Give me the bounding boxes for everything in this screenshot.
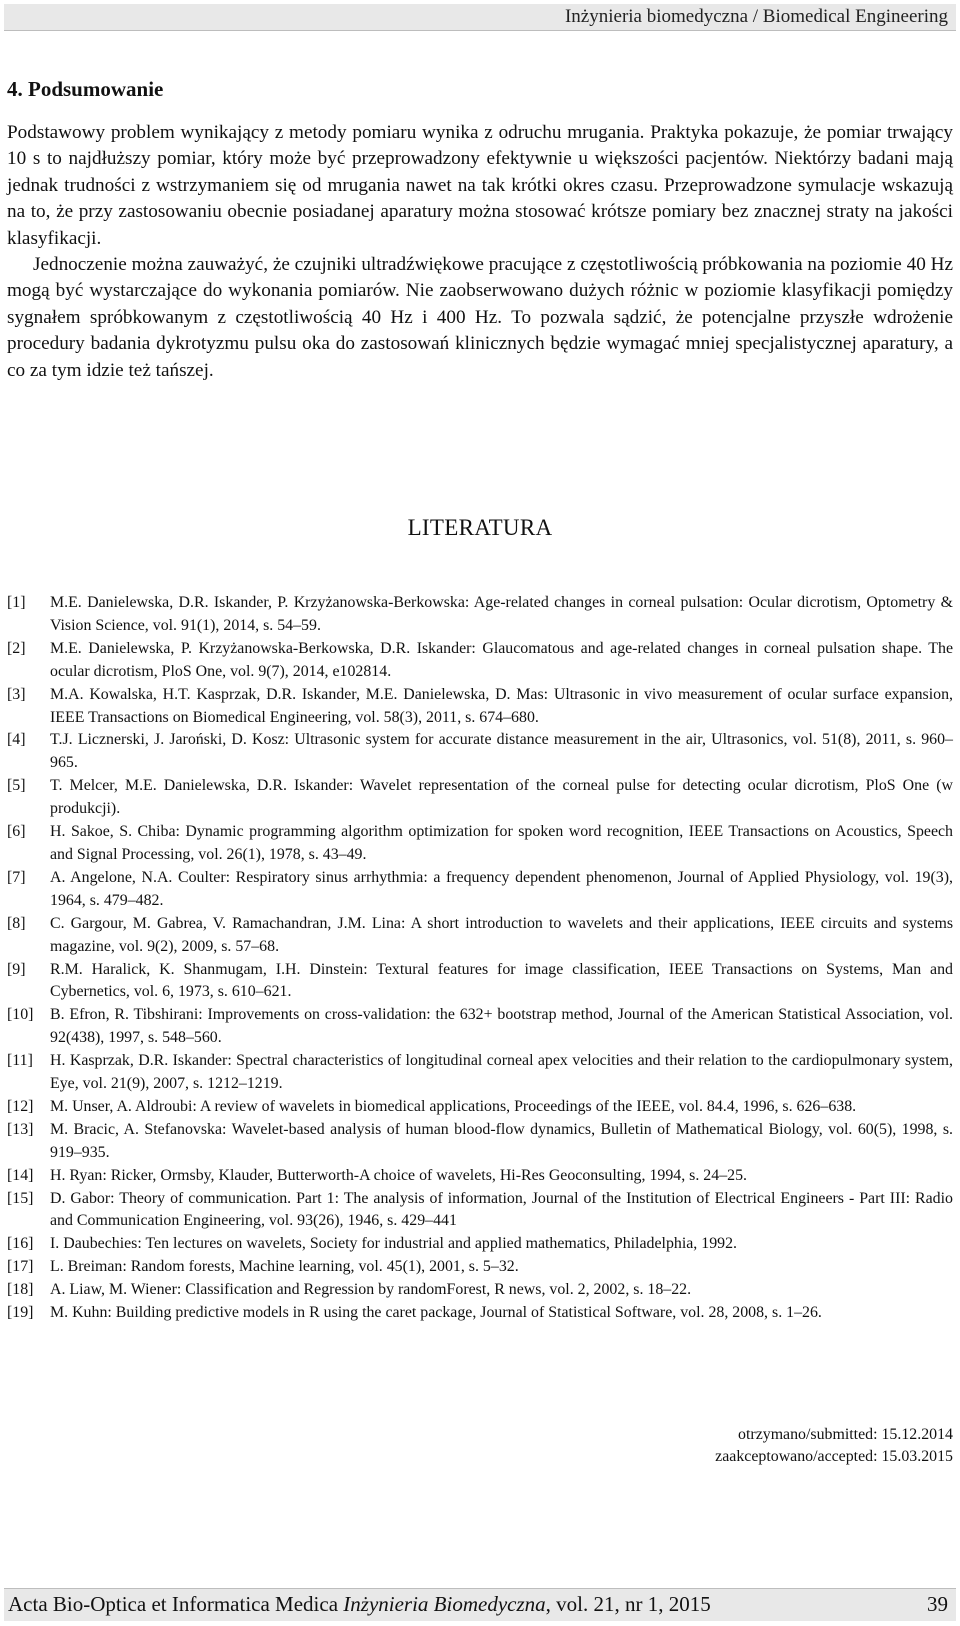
reference-number: [10] — [7, 1006, 34, 1024]
page-number: 39 — [927, 1592, 948, 1616]
reference-item — [7, 729, 953, 775]
reference-number: [4] — [7, 731, 26, 749]
reference-number: [14] — [7, 1166, 34, 1184]
summary-paragraph-2: Jednoczenie można zauważyć, że czujniki ultradźwiękowe pracujące z częstotliwością próbkowania na poziomie 40 Hz mogą być wystarczające do wykonania pomiarów. Nie zaobserwowano dużych różnic w poziomie klasyfikacji pomiędzy sygnałem spróbkowanym z częstotliwością 40 Hz i 400 Hz. To pozwala sądzić, że potencjalne przyszłe wdrożenie procedury badania dykrotyzmu pulsu oka do zastosowań klinicznych będzie wymagać mniej specjalistycznej aparatury, a co za tym idzie też tańszej. — [7, 254, 953, 381]
reference-item — [7, 1165, 953, 1188]
reference-text: L. Breiman: Random forests, Machine learning, vol. 45(1), 2001, s. 5–32. — [50, 1258, 519, 1276]
reference-number: [9] — [7, 960, 26, 978]
reference-number: [1] — [7, 594, 26, 611]
summary-paragraph-1: Podstawowy problem wynikający z metody pomiaru wynika z odruchu mrugania. Praktyka pokazuje, że pomiar trwający 10 s to najdłuższy pomiar, który może być przeprowadzony efektywnie u większości pacjentów. Niektórzy badani mają jednak trudności z wstrzymaniem się od mrugania nawet na tak krótki okres czasu. Przeprowadzone symulacje wskazują na to, że przy zastosowaniu obecnie posiadanej aparatury można stosować krótsze pomiary bez znacznej straty na jakości klasyfikacji. — [7, 122, 953, 249]
footer-journal-citation — [8, 1592, 711, 1617]
reference-number: [5] — [7, 777, 26, 795]
reference-number: [2] — [7, 639, 26, 657]
reference-number: [17] — [7, 1258, 34, 1276]
reference-text: M. Unser, A. Aldroubi: A review of wavelets in biomedical applications, Proceedings of the IEEE, vol. 84.4, 1996, s. 626–638. — [50, 1097, 857, 1115]
reference-text: R.M. Haralick, K. Shanmugam, I.H. Dinstein: Textural features for image classification, IEEE Transactions on Systems, Man and Cybernetics, vol. 6, 1973, s. 610–621. — [50, 960, 953, 1001]
reference-number: [8] — [7, 914, 26, 932]
footer-journal-volume: , vol. 21, nr 1, 2015 — [545, 1592, 711, 1616]
reference-item — [7, 684, 953, 730]
reference-number: [11] — [7, 1052, 33, 1070]
reference-number: [7] — [7, 868, 26, 886]
accepted-date: zaakceptowano/accepted: 15.03.2015 — [715, 1448, 953, 1465]
running-footer — [4, 1588, 956, 1621]
footer-journal-italic-name: Inżynieria Biomedyczna — [343, 1592, 546, 1616]
reference-item — [7, 1279, 953, 1302]
reference-text: M. Kuhn: Building predictive models in R using the caret package, Journal of Statistical Software, vol. 28, 2008, s. 1–26. — [50, 1304, 822, 1322]
reference-item — [7, 638, 953, 684]
reference-text: M.A. Kowalska, H.T. Kasprzak, D.R. Iskander, M.E. Danielewska, D. Mas: Ultrasonic in vivo measurement of ocular surface expansion, IEEE Transactions on Biomedical Engineering, vol. 58(3), 2011, s. 674–680. — [50, 685, 953, 726]
reference-number: [19] — [7, 1304, 34, 1322]
journal-header-title: Inżynieria biomedyczna / Biomedical Engineering — [564, 6, 948, 27]
reference-text: A. Angelone, N.A. Coulter: Respiratory sinus arrhythmia: a frequency dependent phenomenon, Journal of Applied Physiology, vol. 19(3), 1964, s. 479–482. — [50, 868, 953, 909]
reference-number: [18] — [7, 1281, 34, 1299]
reference-number: [12] — [7, 1097, 34, 1115]
reference-text: H. Kasprzak, D.R. Iskander: Spectral characteristics of longitudinal corneal apex velocities and their relation to the cardiopulmonary system, Eye, vol. 21(9), 2007, s. 1212–1219. — [50, 1052, 953, 1093]
reference-text: H. Ryan: Ricker, Ormsby, Klauder, Butterworth-A choice of wavelets, Hi-Res Geoconsulting, 1994, s. 24–25. — [50, 1166, 747, 1184]
reference-item — [7, 1233, 953, 1256]
reference-item — [7, 1188, 953, 1234]
reference-item — [7, 1119, 953, 1165]
footer-journal-name: Acta Bio-Optica et Informatica Medica — [8, 1592, 339, 1616]
reference-item — [7, 592, 953, 638]
reference-text: M. Bracic, A. Stefanovska: Wavelet-based analysis of human blood-flow dynamics, Bulletin of Mathematical Biology, vol. 60(5), 1998, s. 919–935. — [50, 1120, 953, 1161]
reference-item — [7, 1302, 953, 1325]
reference-number: [6] — [7, 823, 26, 841]
reference-number: [13] — [7, 1120, 34, 1138]
reference-text: A. Liaw, M. Wiener: Classification and Regression by randomForest, R news, vol. 2, 2002, s. 18–22. — [50, 1281, 692, 1299]
reference-text: D. Gabor: Theory of communication. Part 1: The analysis of information, Journal of the Institution of Electrical Engineers - Part III: Radio and Communication Engineering, vol. 93(26), 1946, s. 429–441 — [50, 1189, 953, 1230]
literature-heading: LITERATURA — [407, 515, 553, 540]
reference-text: M.E. Danielewska, D.R. Iskander, P. Krzyżanowska-Berkowska: Age-related changes in corneal pulsation: Ocular dicrotism, Optometry & Vision Science, vol. 91(1), 2014, s. 54–59. — [50, 594, 953, 634]
running-header — [4, 4, 956, 31]
submitted-date: otrzymano/submitted: 15.12.2014 — [738, 1426, 953, 1443]
reference-text: B. Efron, R. Tibshirani: Improvements on cross-validation: the 632+ bootstrap method, Journal of the American Statistical Association, vol. 92(438), 1997, s. 548–560. — [50, 1006, 953, 1047]
reference-text: H. Sakoe, S. Chiba: Dynamic programming algorithm optimization for spoken word recognition, IEEE Transactions on Acoustics, Speech and Signal Processing, vol. 26(1), 1978, s. 43–49. — [50, 823, 953, 863]
reference-text: C. Gargour, M. Gabrea, V. Ramachandran, J.M. Lina: A short introduction to wavelets and their applications, IEEE circuits and systems magazine, vol. 9(2), 2009, s. 57–68. — [50, 914, 953, 955]
reference-item — [7, 959, 953, 1005]
summary-body — [7, 120, 953, 384]
reference-text: I. Daubechies: Ten lectures on wavelets, Society for industrial and applied mathematics, Philadelphia, 1992. — [50, 1235, 737, 1253]
reference-text: M.E. Danielewska, P. Krzyżanowska-Berkowska, D.R. Iskander: Glaucomatous and age-related changes in corneal pulsation shape. The ocular dicrotism, PloS One, vol. 9(7), 2014, e102814. — [50, 639, 953, 680]
reference-text: T.J. Licznerski, J. Jaroński, D. Kosz: Ultrasonic system for accurate distance measurement in the air, Ultrasonics, vol. 51(8), 2011, s. 960–965. — [50, 731, 953, 772]
section-heading: 4. Podsumowanie — [7, 77, 164, 101]
reference-item — [7, 1256, 953, 1279]
reference-item — [7, 913, 953, 959]
reference-list — [7, 592, 953, 1325]
reference-item — [7, 821, 953, 867]
reference-number: [16] — [7, 1235, 34, 1253]
reference-number: [15] — [7, 1189, 34, 1207]
reference-item — [7, 1096, 953, 1119]
article-dates — [715, 1424, 953, 1468]
reference-text: T. Melcer, M.E. Danielewska, D.R. Iskander: Wavelet representation of the corneal pulse for detecting ocular dicrotism, PloS One (w produkcji). — [50, 777, 953, 818]
reference-number: [3] — [7, 685, 26, 703]
reference-item — [7, 1004, 953, 1050]
reference-item — [7, 1050, 953, 1096]
reference-item — [7, 775, 953, 821]
reference-item — [7, 867, 953, 913]
